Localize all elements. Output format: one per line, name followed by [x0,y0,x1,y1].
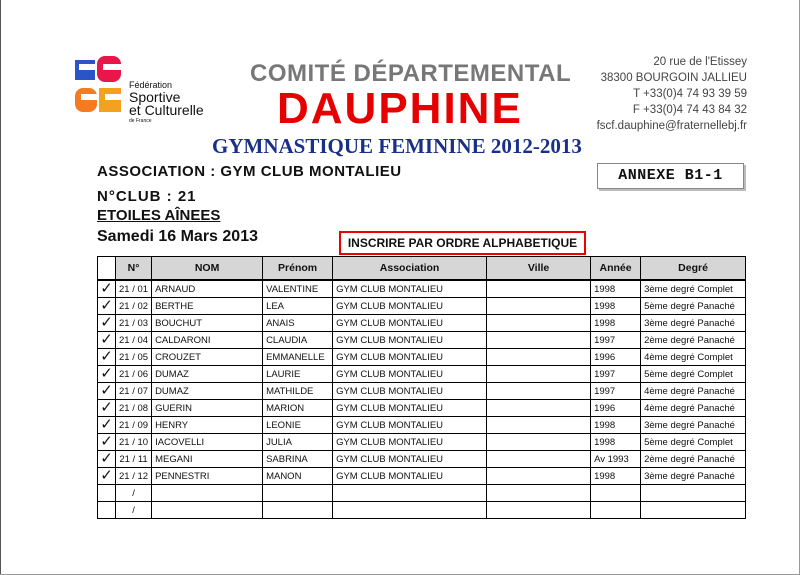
gymnastique-title: GYMNASTIQUE FEMININE 2012-2013 [212,134,582,158]
cell-degre: 5ème degré Complet [641,434,746,451]
checkmark-icon: ✓ [98,451,116,468]
cell-num: 21 / 07 [116,383,152,400]
cell-ville [487,485,591,502]
table-row [98,366,746,383]
column-header-check [98,257,116,281]
cell-annee: 1998 [591,434,641,451]
checkmark-icon: ✓ [98,417,116,434]
cell-prenom: SABRINA [263,451,333,468]
checkmark-icon: ✓ [98,298,116,315]
comite-title: COMITÉ DÉPARTEMENTAL [250,60,572,87]
cell-ville [487,383,591,400]
cell-num: / [116,485,152,502]
table-row [98,417,746,434]
cell-annee: 1998 [591,315,641,332]
cell-nom: BOUCHUT [152,315,263,332]
table-row [98,434,746,451]
cell-nom: GUERIN [152,400,263,417]
table-row [98,349,746,366]
cell-nom: DUMAZ [152,383,263,400]
cell-association: GYM CLUB MONTALIEU [333,366,487,383]
checkmark-icon: ✓ [98,366,116,383]
category-label: ETOILES AÎNEES [97,207,221,224]
table-row [98,332,746,349]
cell-prenom: ANAIS [263,315,333,332]
cell-association: GYM CLUB MONTALIEU [333,332,487,349]
column-header-nom: NOM [152,257,263,281]
checkmark-icon: ✓ [98,434,116,451]
cell-nom: CALDARONI [152,332,263,349]
address-block [597,54,747,134]
fscf-logo-icon [75,54,127,132]
cell-annee: 1998 [591,468,641,485]
checkmark-icon: ✓ [98,332,116,349]
cell-num: 21 / 12 [116,468,152,485]
address-email: fscf.dauphine@fraternellebj.fr [596,120,747,132]
cell-prenom [263,485,333,502]
cell-nom: IACOVELLI [152,434,263,451]
cell-num: 21 / 05 [116,349,152,366]
column-header-annee: Année [591,257,641,281]
cell-nom [152,485,263,502]
cell-degre: 5ème degré Complet [641,366,746,383]
cell-annee [591,502,641,519]
cell-degre: 4ème degré Complet [641,349,746,366]
address-city: 38300 BOURGOIN JALLIEU [600,72,747,84]
cell-nom: DUMAZ [152,366,263,383]
club-number: N°CLUB : 21 [97,188,197,205]
cell-num: 21 / 06 [116,366,152,383]
cell-annee [591,485,641,502]
cell-num: 21 / 09 [116,417,152,434]
table-row [98,315,746,332]
cell-prenom: MARION [263,400,333,417]
checkmark-icon: ✓ [98,400,116,417]
cell-num: / [116,502,152,519]
cell-degre: 2ème degré Panaché [641,451,746,468]
cell-ville [487,451,591,468]
logo-text [129,80,204,125]
cell-ville [487,400,591,417]
checkmark-icon: ✓ [98,383,116,400]
logo-france: de France [129,118,152,124]
cell-prenom: VALENTINE [263,280,333,298]
column-header-ville: Ville [487,257,591,281]
cell-ville [487,298,591,315]
column-header-prenom: Prénom [263,257,333,281]
cell-prenom: EMMANELLE [263,349,333,366]
checkmark-icon [98,485,116,502]
cell-degre: 3ème degré Complet [641,280,746,298]
cell-num: 21 / 10 [116,434,152,451]
cell-nom: CROUZET [152,349,263,366]
cell-association: GYM CLUB MONTALIEU [333,434,487,451]
cell-prenom [263,502,333,519]
cell-degre [641,485,746,502]
column-header-num: N° [116,257,152,281]
cell-prenom: LEA [263,298,333,315]
cell-annee: Av 1993 [591,451,641,468]
cell-prenom: MANON [263,468,333,485]
cell-ville [487,280,591,298]
instruction-box: INSCRIRE PAR ORDRE ALPHABETIQUE [339,231,586,255]
annexe-badge: ANNEXE B1-1 [597,163,744,189]
cell-annee: 1997 [591,332,641,349]
table-row [98,451,746,468]
cell-association: GYM CLUB MONTALIEU [333,298,487,315]
cell-ville [487,468,591,485]
cell-annee: 1996 [591,400,641,417]
cell-nom: HENRY [152,417,263,434]
checkmark-icon [98,502,116,519]
cell-num: 21 / 08 [116,400,152,417]
cell-prenom: LAURIE [263,366,333,383]
cell-num: 21 / 04 [116,332,152,349]
cell-association: GYM CLUB MONTALIEU [333,349,487,366]
association-label: ASSOCIATION : GYM CLUB MONTALIEU [97,163,402,180]
address-fax: F +33(0)4 74 43 84 32 [632,104,747,116]
column-header-degre: Degré [641,257,746,281]
cell-annee: 1998 [591,417,641,434]
cell-prenom: LEONIE [263,417,333,434]
cell-ville [487,366,591,383]
table-row [98,383,746,400]
cell-nom: PENNESTRI [152,468,263,485]
fscf-logo [75,54,235,134]
checkmark-icon: ✓ [98,280,116,298]
checkmark-icon: ✓ [98,349,116,366]
cell-association: GYM CLUB MONTALIEU [333,400,487,417]
cell-association: GYM CLUB MONTALIEU [333,280,487,298]
table-row [98,400,746,417]
cell-association [333,485,487,502]
table-row [98,298,746,315]
table-row [98,280,746,298]
cell-degre: 4ème degré Panaché [641,400,746,417]
cell-degre: 5ème degré Panaché [641,298,746,315]
checkmark-icon: ✓ [98,468,116,485]
event-date: Samedi 16 Mars 2013 [97,228,258,245]
page-border-left [0,0,1,575]
cell-prenom: CLAUDIA [263,332,333,349]
cell-ville [487,349,591,366]
logo-sportive: Sportive [129,89,181,105]
cell-association: GYM CLUB MONTALIEU [333,383,487,400]
cell-degre: 3ème degré Panaché [641,315,746,332]
column-header-association: Association [333,257,487,281]
cell-association: GYM CLUB MONTALIEU [333,417,487,434]
logo-culturelle: et Culturelle [129,102,204,118]
cell-num: 21 / 03 [116,315,152,332]
cell-association [333,502,487,519]
cell-prenom: JULIA [263,434,333,451]
cell-ville [487,417,591,434]
cell-nom [152,502,263,519]
cell-association: GYM CLUB MONTALIEU [333,451,487,468]
dauphine-title: DAUPHINE [277,84,523,133]
logo-federation: Fédération [129,80,173,90]
cell-ville [487,434,591,451]
cell-degre [641,502,746,519]
checkmark-icon: ✓ [98,315,116,332]
cell-nom: BERTHE [152,298,263,315]
table-row [98,502,746,519]
cell-annee: 1997 [591,383,641,400]
cell-annee: 1998 [591,280,641,298]
address-phone: T +33(0)4 74 93 39 59 [633,88,747,100]
table-row [98,468,746,485]
cell-ville [487,502,591,519]
cell-prenom: MATHILDE [263,383,333,400]
cell-association: GYM CLUB MONTALIEU [333,468,487,485]
cell-ville [487,315,591,332]
address-street: 20 rue de l'Etissey [653,56,747,68]
table-row [98,485,746,502]
cell-annee: 1998 [591,298,641,315]
cell-num: 21 / 11 [116,451,152,468]
cell-num: 21 / 01 [116,280,152,298]
cell-annee: 1997 [591,366,641,383]
cell-degre: 3ème degré Panaché [641,417,746,434]
cell-nom: ARNAUD [152,280,263,298]
cell-degre: 4ème degré Panaché [641,383,746,400]
cell-association: GYM CLUB MONTALIEU [333,315,487,332]
cell-degre: 3ème degré Panaché [641,468,746,485]
cell-annee: 1996 [591,349,641,366]
table-header-row [98,257,746,281]
cell-num: 21 / 02 [116,298,152,315]
cell-degre: 2ème degré Panaché [641,332,746,349]
cell-nom: MEGANI [152,451,263,468]
cell-ville [487,332,591,349]
registration-table [97,256,746,519]
